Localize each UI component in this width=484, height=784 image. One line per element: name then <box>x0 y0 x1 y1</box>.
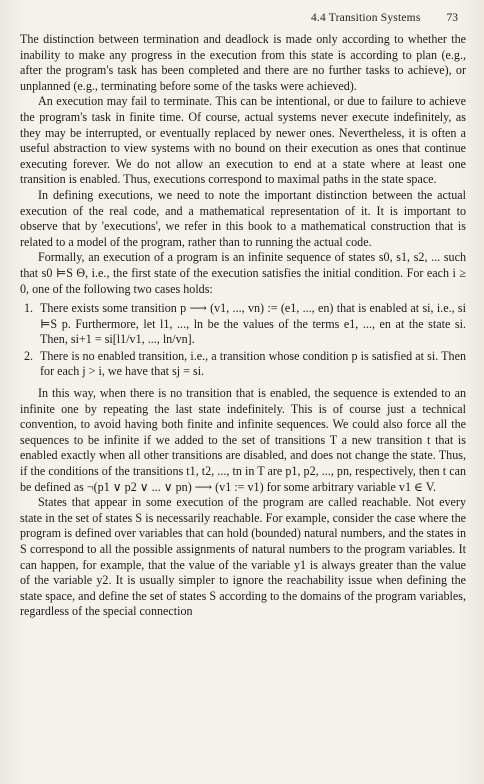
list-number: 1. <box>24 301 34 316</box>
list-number: 2. <box>24 348 34 363</box>
paragraph-formal-definition: Formally, an execution of a program is an infinite sequence of states s0, s1, s2, ... such that s0 ⊨S Θ, i.e., the first state of the execution satisfies the initial condition. For each i ≥ 0, one of the following two cases holds: <box>20 250 466 296</box>
list-item <box>20 301 466 348</box>
page-number: 73 <box>446 12 458 24</box>
paragraph-termination: The distinction between termination and deadlock is made only according to whether the inability to make any progress in the execution from this state is according to plan (e.g., after the program's task has been completed and there are no further tasks to achieve), or unplanned (e.g., terminating before some of the tasks were achieved). <box>20 32 466 93</box>
paragraph-nontermination: An execution may fail to terminate. This can be intentional, or due to failure to achieve the program's task in finite time. Of course, actual systems never execute indefinitely, as they may be interrupted, or eventually replaced by newer ones. Nevertheless, it is often a useful abstraction to view systems with no bound on their execution as ones that continue executing forever. We do not allow an execution to end at a state where at least one transition is enabled. Thus, executions correspond to maximal paths in the state space. <box>20 94 466 187</box>
paragraph-infinite-extension: In this way, when there is no transition that is enabled, the sequence is extended to an infinite one by repeating the last state indefinitely. This is of course just a technical convention, to avoid having both finite and infinite sequences. We could also force all the sequences to be infinite if we added to the set of transitions T a new transition t that is enabled exactly when all other transitions are disabled, and does not change the state. Thus, if the conditions of the transitions t1, t2, ..., tn in T are p1, p2, ..., pn, respectively, then t can be defined as ¬(p1 ∨ p2 ∨ ... ∨ pn) ⟶ (v1 := v1) for some arbitrary variable v1 ∈ V. <box>20 386 466 494</box>
section-title: 4.4 Transition Systems <box>310 12 421 24</box>
paragraph-reachable: States that appear in some execution of the program are called reachable. Not every state in the set of states S is necessarily reachable. For example, consider the case where the program is defined over variables that can hold (bounded) natural numbers, and the states in S correspond to all the possible assignments of natural numbers to the program variables. It can happen, for example, that the value of the variable y1 is always greater than the value of the variable y2. It is usually simpler to ignore the reachability issue when defining the state space, and define the set of states S according to the domains of the program variables, regardless of the special connection <box>20 495 466 619</box>
paragraph-defining-executions: In defining executions, we need to note the important distinction between the actual execution of the real code, and a mathematical representation of it. It is important to observe that by 'executions', we refer in this book to a mathematical construction that is related to a model of the program, rather than to running the actual code. <box>20 187 466 249</box>
list-text: There is no enabled transition, i.e., a transition whose condition p is satisfied at si. Then for each j > i, we have that sj = si. <box>40 348 466 379</box>
case-list <box>20 301 466 380</box>
list-text: There exists some transition p ⟶ (v1, ..., vn) := (e1, ..., en) that is enabled at si, i.e., si ⊨S p. Furthermore, let l1, ..., ln be the values of the terms e1, ..., en at the state si. Then, si+1 = si[l1/v1, ..., ln/vn]. <box>40 301 466 347</box>
list-item <box>20 349 466 380</box>
running-header <box>20 12 466 32</box>
page-body <box>20 32 466 620</box>
